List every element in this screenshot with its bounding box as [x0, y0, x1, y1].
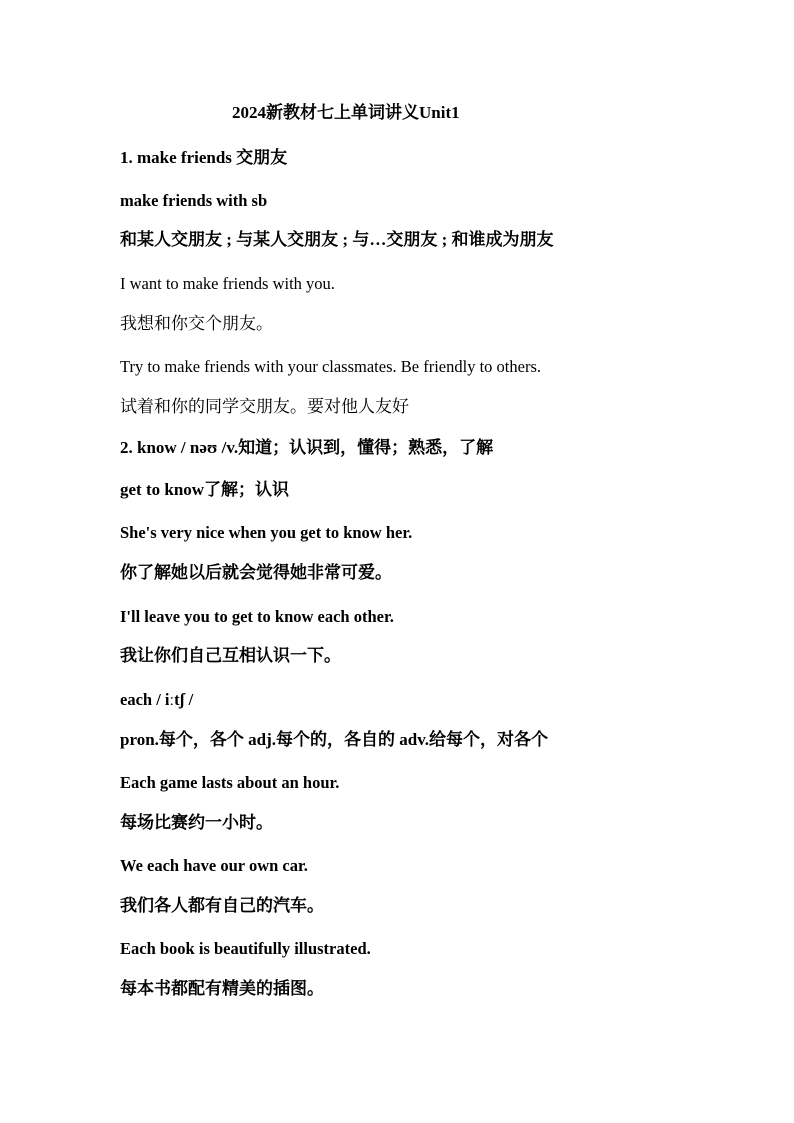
example-translation: 我想和你交个朋友。	[120, 314, 273, 333]
example-translation: 每本书都配有精美的插图。	[120, 979, 324, 998]
example-sentence: I'll leave you to get to know each other.	[120, 607, 394, 626]
entry-heading-each: each / iːtʃ /	[120, 690, 194, 709]
phrase-meaning: 和某人交朋友 ; 与某人交朋友 ; 与…交朋友 ; 和谁成为朋友	[120, 230, 554, 249]
example-sentence: Try to make friends with your classmates. Be friendly to others.	[120, 357, 541, 376]
example-translation: 我让你们自己互相认识一下。	[120, 646, 341, 665]
phrase-make-friends-with: make friends with sb	[120, 191, 268, 210]
phrase-get-to-know: get to know了解；认识	[120, 480, 290, 499]
example-translation: 试着和你的同学交朋友。要对他人友好	[120, 397, 409, 416]
document-title: 2024新教材七上单词讲义Unit1	[232, 103, 460, 122]
example-sentence: We each have our own car.	[120, 856, 308, 875]
entry-heading-make-friends: 1. make friends 交朋友	[120, 148, 288, 167]
example-sentence: She's very nice when you get to know her.	[120, 523, 413, 542]
example-sentence: I want to make friends with you.	[120, 274, 335, 293]
example-translation: 每场比赛约一小时。	[120, 813, 273, 832]
example-sentence: Each game lasts about an hour.	[120, 773, 340, 792]
example-translation: 我们各人都有自己的汽车。	[120, 896, 324, 915]
example-translation: 你了解她以后就会觉得她非常可爱。	[120, 563, 392, 582]
word-definition: pron.每个，各个 adj.每个的，各自的 adv.给每个，对各个	[120, 730, 549, 749]
example-sentence: Each book is beautifully illustrated.	[120, 939, 371, 958]
entry-heading-know: 2. know / nəʊ /v.知道；认识到，懂得；熟悉，了解	[120, 438, 494, 457]
